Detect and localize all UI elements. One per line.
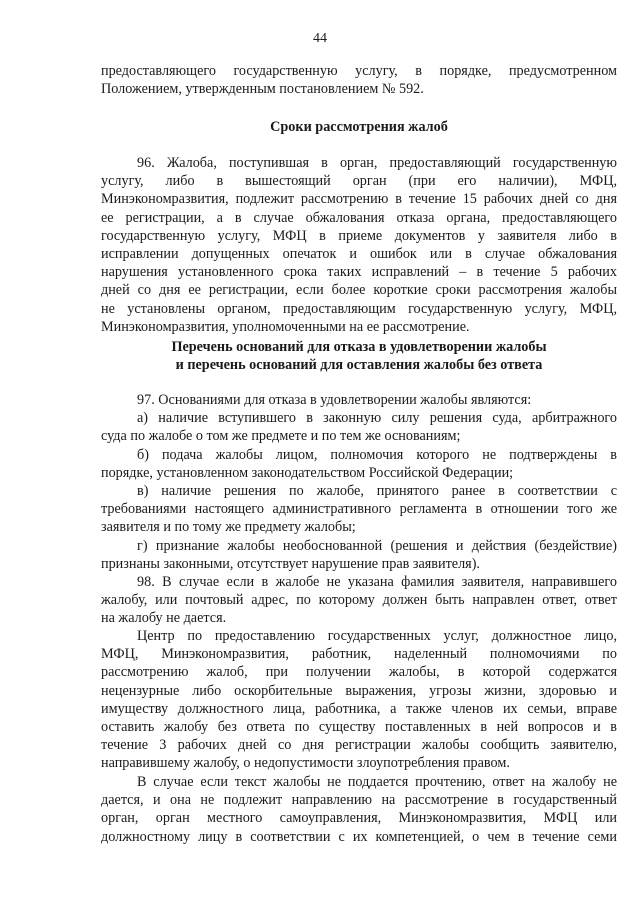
- text-line: предоставляющего государственную услугу, в порядке, предусмотренном: [101, 63, 617, 79]
- text-line: нецензурные либо оскорбительные выражения, угрозы жизни, здоровью и: [101, 682, 617, 699]
- text-line: 97. Основаниями для отказа в удовлетворении жалобы являются:: [137, 392, 532, 408]
- text-line: течение 3 рабочих дней со дня регистрации жалобы сообщить заявителю,: [101, 737, 617, 754]
- paragraph-center: [101, 627, 617, 773]
- paragraph-unreadable: [101, 773, 617, 846]
- text-line: исправлении допущенных опечаток и ошибок или в случае обжалования: [101, 246, 617, 263]
- text-line: Минэкономразвития, подлежит рассмотрению в течение 15 рабочих дней со дня: [101, 191, 617, 208]
- text-line: требованиями настоящего административного регламента в отношении того же: [101, 501, 617, 518]
- text-line: рассмотрению жалоб, при получении жалобы, в которой содержатся: [101, 664, 617, 681]
- paragraph-98: [101, 573, 617, 628]
- text-line: Центр по предоставлению государственных услуг, должностное лицо,: [137, 628, 617, 644]
- text-line: нарушения установленного срока таких исправлений – в течение 5 рабочих: [101, 264, 617, 281]
- section-heading: Сроки рассмотрения жалоб: [270, 119, 448, 135]
- text-line: дается, и она не подлежит направлению на рассмотрение в государственный: [101, 792, 617, 809]
- text-line: суда по жалобе о том же предмете и по тем же основаниям;: [101, 428, 461, 445]
- text-line: признаны законными, отсутствует нарушение прав заявителя).: [101, 555, 480, 572]
- paragraph-97: [101, 391, 617, 573]
- intro-paragraph: [101, 62, 617, 98]
- text-line: заявителя и по тому же предмету жалобы;: [101, 519, 356, 536]
- text-line: жалобу, или почтовый адрес, по которому должен быть направлен ответ, ответ: [101, 592, 617, 609]
- section-heading-line-2: и перечень оснований для оставления жалобы без ответа: [175, 357, 543, 373]
- paragraph-96: [101, 154, 617, 336]
- text-line: 98. В случае если в жалобе не указана фамилия заявителя, направившего: [137, 574, 617, 590]
- text-line: на жалобу не дается.: [101, 610, 227, 627]
- text-line: направившему жалобу, о недопустимости злоупотребления правом.: [101, 755, 510, 772]
- text-line: оставить жалобу без ответа по существу поставленных в ней вопросов и в: [101, 719, 617, 736]
- text-line: должностному лицу в соответствии с их компетенцией, о чем в течение семи: [101, 828, 617, 845]
- page-number: 44: [313, 31, 327, 46]
- text-line: не установлены органом, предоставляющим государственную услугу, МФЦ,: [101, 300, 617, 317]
- text-line: государственную услугу, МФЦ в приеме документов у заявителя либо в: [101, 227, 617, 244]
- text-line: В случае если текст жалобы не поддается прочтению, ответ на жалобу не: [137, 774, 617, 790]
- text-line: а) наличие вступившего в законную силу решения суда, арбитражного: [137, 410, 617, 427]
- text-line: порядке, установленном законодательством Российской Федерации;: [101, 464, 514, 481]
- text-line: имуществу должностного лица, работника, а также членов их семьи, вправе: [101, 700, 617, 717]
- section-heading-line-1: Перечень оснований для отказа в удовлетворении жалобы: [171, 339, 547, 355]
- text-line: услугу, либо в вышестоящий орган (при его наличии), МФЦ,: [101, 173, 617, 190]
- text-line: г) признание жалобы необоснованной (решения и действия (бездействие): [137, 537, 617, 554]
- text-line: б) подача жалобы лицом, полномочия которого не подтверждены в: [137, 446, 617, 463]
- text-line: Положением, утвержденным постановлением № 592.: [101, 81, 424, 98]
- text-line: МФЦ, Минэкономразвития, работник, наделенный полномочиями по: [101, 646, 617, 663]
- text-line: в) наличие решения по жалобе, принятого ранее в соответствии с: [137, 483, 617, 500]
- text-line: Минэкономразвития, уполномоченными на ее рассмотрение.: [101, 318, 470, 335]
- text-line: орган, орган местного самоуправления, Минэкономразвития, МФЦ или: [101, 810, 617, 827]
- text-line: ее регистрации, а в случае обжалования отказа органа, предоставляющего: [101, 209, 617, 226]
- text-line: 96. Жалоба, поступившая в орган, предоставляющий государственную: [137, 155, 617, 171]
- text-line: дней со дня ее регистрации, если более короткие сроки рассмотрения жалобы: [101, 282, 617, 299]
